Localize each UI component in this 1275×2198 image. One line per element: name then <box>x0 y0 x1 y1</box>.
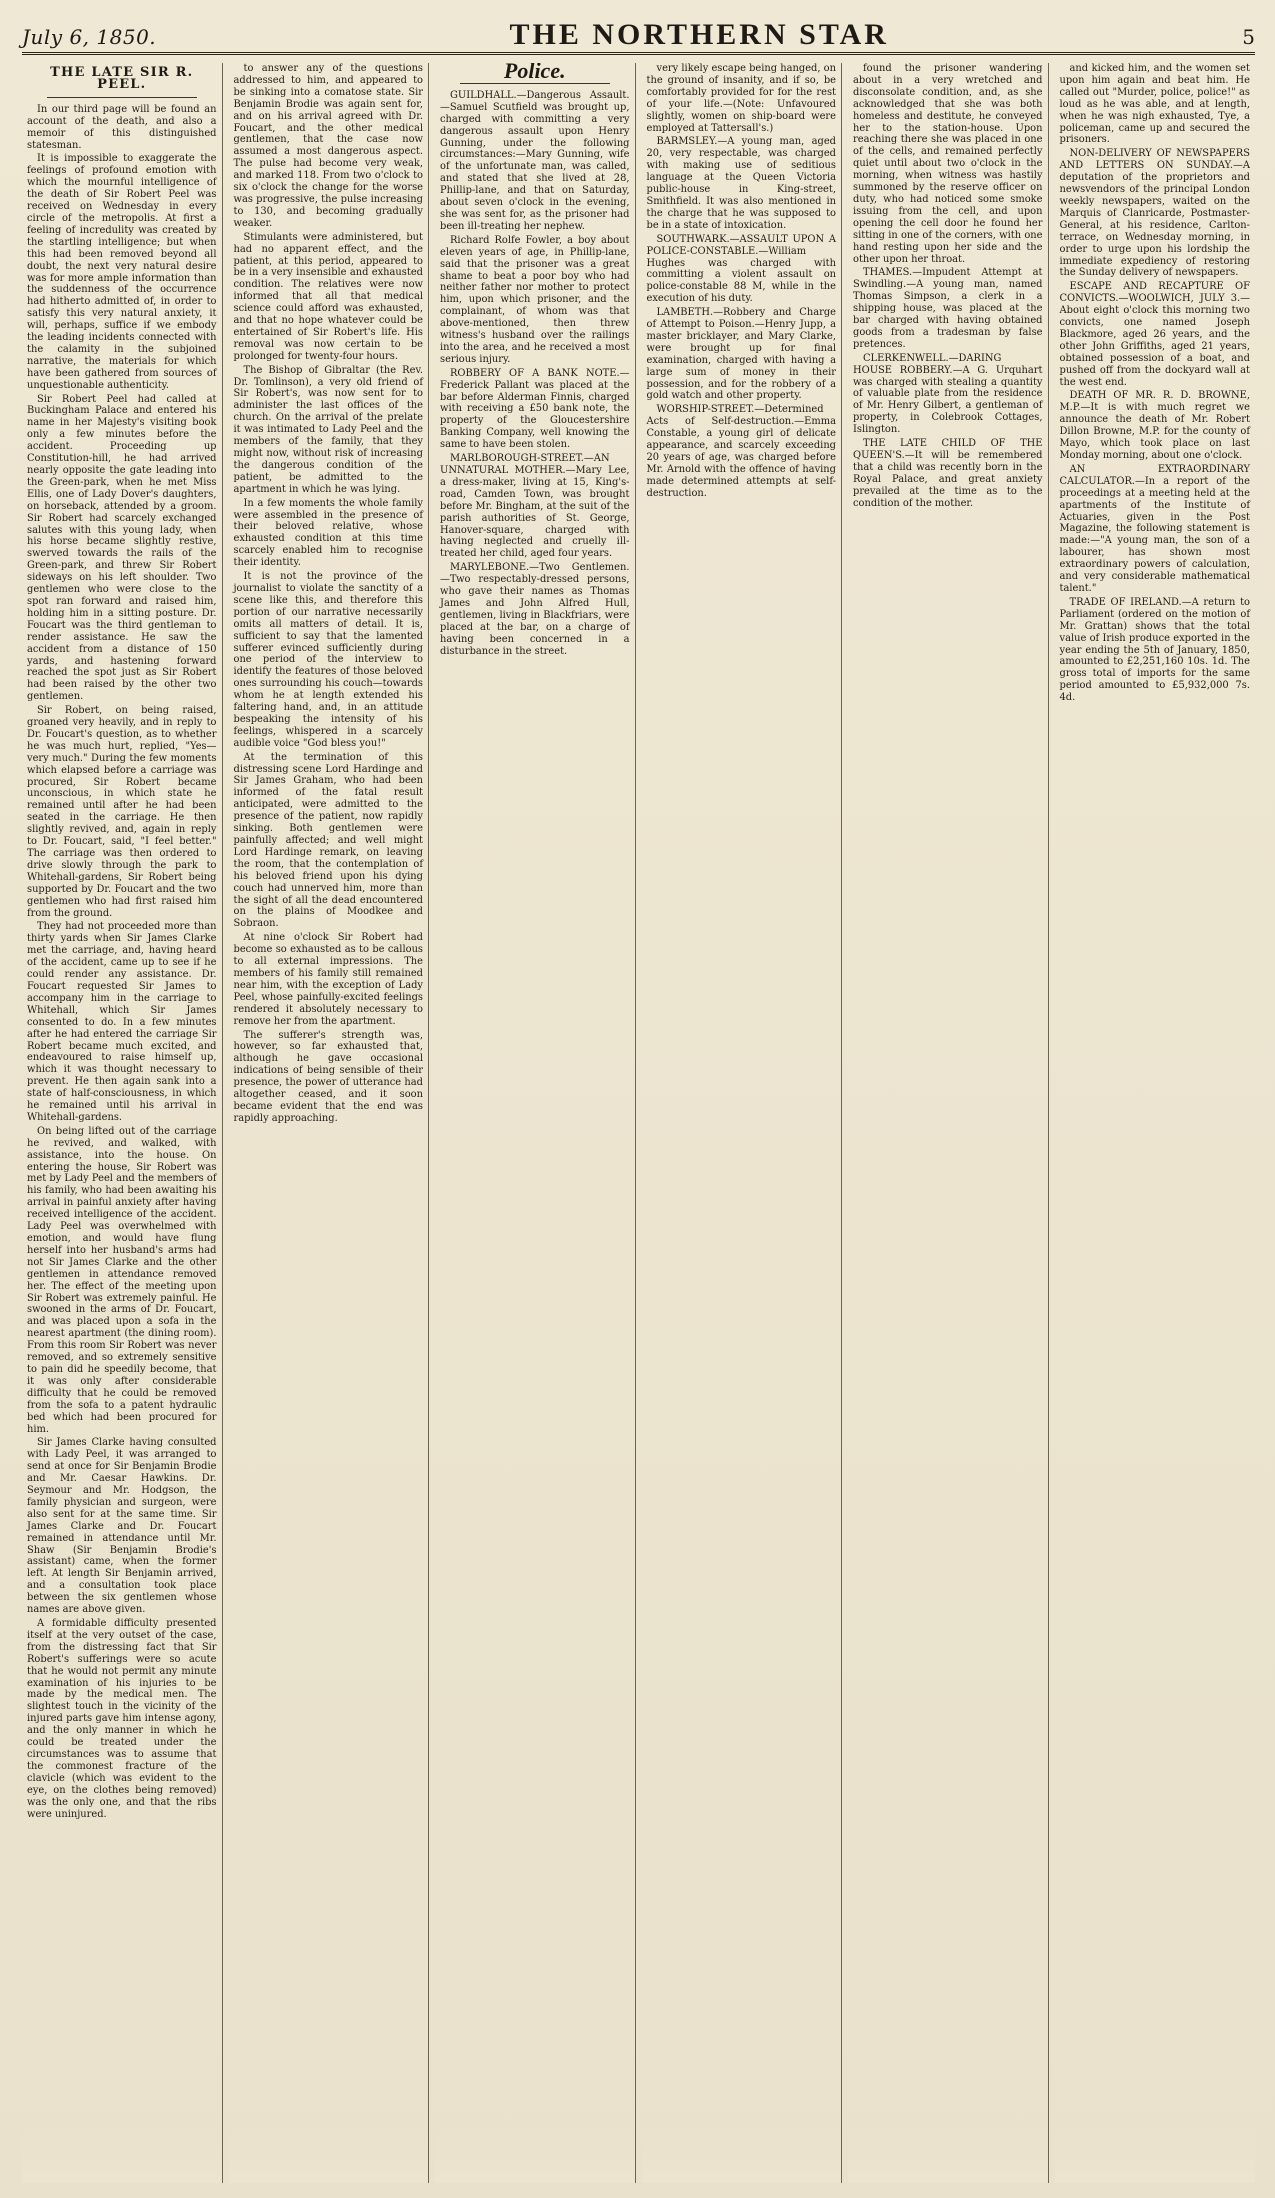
article-paragraph: to answer any of the questions addressed to him, and appeared to be sinking into a comatose state. Sir Benjamin Brodie was again sent for, and on his arrival agreed with Dr. Foucart, and the other medical gentlemen, that the case now assumed a most dangerous aspect. The pulse had become very weak, and marked 118. From two o'clock to six o'clock the change for the worse was progressive, the pulse increasing to 130, and becoming gradually weaker. <box>233 63 423 229</box>
column-5 <box>848 63 1049 2183</box>
article-paragraph: ESCAPE AND RECAPTURE OF CONVICTS.—WOOLWICH, JULY 3.—About eight o'clock this morning two convicts, one named Joseph Blackmore, aged 26 years, and the other John Griffiths, aged 21 years, obtained possession of a boat, and pushed off from the dockyard wall at the west end. <box>1059 281 1250 388</box>
article-paragraph: In a few moments the whole family were assembled in the presence of their beloved relative, whose exhausted condition at this time scarcely enabled him to recognise their identity. <box>233 497 423 569</box>
article-paragraph: SOUTHWARK.—ASSAULT UPON A POLICE-CONSTABLE.—William Hughes was charged with committing a violent assault on police-constable 88 M, while in the execution of his duty. <box>646 233 836 305</box>
article-paragraph: On being lifted out of the carriage he revived, and walked, with assistance, into the house. On entering the house, Sir Robert was met by Lady Peel and the members of his family, who had been awaiting his arrival in painful anxiety after having received intelligence of the accident. Lady Peel was overwhelmed with emotion, and would have flung herself into her husband's arms had not Sir James Clarke and the other gentlemen in attendance removed her. The effect of the meeting upon Sir Robert was extremely painful. He swooned in the arms of Dr. Foucart, and was placed upon a sofa in the nearest apartment (the dining room). From this room Sir Robert was never removed, and so extremely sensitive to pain did he speedily become, that it was only after considerable difficulty that he could be removed from the sofa to a patent hydraulic bed which had been procured for him. <box>27 1125 217 1435</box>
article-paragraph: At nine o'clock Sir Robert had become so exhausted as to be callous to all external impressions. The members of his family still remained near him, with the exception of Lady Peel, whose painfully-excited feelings rendered it absolutely necessary to remove her from the apartment. <box>233 932 423 1027</box>
article-paragraph: Richard Rolfe Fowler, a boy about eleven years of age, in Phillip-lane, said that the prisoner was a great shame to beat a poor boy who had neither father nor mother to protect him, upon which prisoner, and the complainant, of whom was that above-mentioned, then threw witness's husband over the railings into the area, and he received a most serious injury. <box>440 234 630 365</box>
article-paragraph: At the termination of this distressing scene Lord Hardinge and Sir James Graham, who had been informed of the fatal result anticipated, were admitted to the presence of the patient, now rapidly sinking. Both gentlemen were painfully affected; and well might Lord Hardinge remark, on leaving the room, that the contemplation of his beloved friend upon his dying couch had unnerved him, more than the sight of all the dead encountered on the plains of Moodkee and Sobraon. <box>233 751 423 930</box>
article-heading: THE LATE SIR R. PEEL. <box>50 65 194 92</box>
section-heading-police: Police. <box>503 63 566 83</box>
article-paragraph: It is not the province of the journalist to violate the sanctity of a scene like this, and therefore this portion of our narrative necessarily omits all matters of detail. It is, sufficient to say that the lamented sufferer evinced sufficiently during one period of the interview to identify the features of those beloved ones surrounding his couch—towards whom he at length extended his faltering hand, and, in an attitude bespeaking the intensity of his feelings, whispered in a scarcely audible voice "God bless you!" <box>233 571 423 749</box>
article-paragraph: Sir Robert Peel had called at Buckingham Palace and entered his name in her Majesty's visiting book only a few minutes before the accident. Proceeding up Constitution-hill, he had arrived nearly opposite the gate leading into the Green-park, when he met Miss Ellis, one of Lady Dover's daughters, on horseback, attended by a groom. Sir Robert had scarcely exchanged salutes with this young lady, when his horse became slightly restive, swerved towards the rails of the Green-park, and threw Sir Robert sideways on his left shoulder. Two gentlemen who were close to the spot ran forward and raised him, holding him in a sitting posture. Dr. Foucart was the third gentleman to render assistance. He saw the accident from a distance of 150 yards, and hastening forward reached the spot just as Sir Robert had been raised by the other two gentlemen. <box>27 393 217 703</box>
heading-rule <box>460 83 610 84</box>
article-paragraph: BARMSLEY.—A young man, aged 20, very respectable, was charged with making use of seditious language at the Queen Victoria public-house in King-street, Smithfield. It was also mentioned in the charge that he was supposed to be in a state of intoxication. <box>646 136 836 231</box>
issue-date: July 6, 1850. <box>22 25 157 49</box>
article-paragraph: WORSHIP-STREET.—Determined Acts of Self-destruction.—Emma Constable, a young girl of delicate appearance, and scarcely exceeding 20 years of age, was charged before Mr. Arnold with the offence of having made determined attempts at self-destruction. <box>646 404 836 499</box>
article-paragraph: Stimulants were administered, but had no apparent effect, and the patient, at this period, appeared to be in a very insensible and exhausted condition. The relatives were now informed that all that medical science could afford was exhausted, and that no hope whatever could be entertained of Sir Robert's life. His removal was now certain to be prolonged for twenty-four hours. <box>233 231 423 362</box>
page-number: 5 <box>1242 25 1255 49</box>
column-4 <box>642 63 843 2183</box>
article-paragraph: DEATH OF MR. R. D. BROWNE, M.P.—It is with much regret we announce the death of Mr. Robert Dillon Browne, M.P. for the county of Mayo, which took place on last Monday morning, about one o'clock. <box>1059 390 1250 461</box>
article-paragraph: found the prisoner wandering about in a very wretched and disconsolate condition, and, as she acknowledged that she was both homeless and destitute, he conveyed her to the station-house. Upon reaching there she was placed in one of the cells, and remained perfectly quiet until about two o'clock in the morning, when witness was hastily summoned by the reserve officer on duty, who had noticed some smoke issuing from the cell, and upon opening the cell door he found her sitting in one of the corners, with one hand resting upon her side and the other upon her throat. <box>853 63 1043 265</box>
article-paragraph: NON-DELIVERY OF NEWSPAPERS AND LETTERS ON SUNDAY.—A deputation of the proprietors and newsvendors of the principal London weekly newspapers, waited on the Marquis of Clanricarde, Postmaster-General, at his residence, Carlton-terrace, on Wednesday morning, in order to urge upon his lordship the immediate expediency of restoring the Sunday delivery of newspapers. <box>1059 148 1250 279</box>
article-paragraph: GUILDHALL.—Dangerous Assault.—Samuel Scutfield was brought up, charged with committing a very dangerous assault upon Henry Gunning, under the following circumstances:—Mary Gunning, wife of the unfortunate man, was called, and stated that she lived at 28, Phillip-lane, and that on Saturday, about seven o'clock in the evening, she was sent for, as the prisoner had been ill-treating her nephew. <box>440 89 630 232</box>
column-fade <box>1055 2133 1256 2183</box>
article-paragraph: very likely escape being hanged, on the ground of insanity, and if so, be comfortably provided for for the rest of your life.—(Note: Unfavoured slightly, women on ship-board were employed at Tattersall's.) <box>646 63 836 134</box>
article-paragraph: They had not proceeded more than thirty yards when Sir James Clarke met the carriage, and, having heard of the accident, came up to see if he could render any assistance. Dr. Foucart requested Sir James to accompany him in the carriage to Whitehall, which Sir James consented to do. In a few minutes after he had entered the carriage Sir Robert became much excited, and endeavoured to raise himself up, which it was thought necessary to prevent. He then again sank into a state of half-consciousness, in which he remained until his arrival in Whitehall-gardens. <box>27 921 217 1123</box>
column-1 <box>22 63 223 2183</box>
column-fade <box>642 2133 842 2183</box>
article-paragraph: CLERKENWELL.—DARING HOUSE ROBBERY.—A G. Urquhart was charged with stealing a quantity of valuable plate from the residence of Mr. Henry Gilbert, a gentleman of property, in Colebrook Cottages, Islington. <box>853 352 1043 436</box>
column-3 <box>435 63 636 2183</box>
article-paragraph: The Bishop of Gibraltar (the Rev. Dr. Tomlinson), a very old friend of Sir Robert's, was now sent for to administer the last offices of the church. On the arrival of the prelate it was intimated to Lady Peel and the members of the family, that they might now, without risk of increasing the dangerous condition of the patient, be admitted to the apartment in which he was lying. <box>233 364 423 495</box>
column-6 <box>1055 63 1256 2183</box>
article-paragraph: THE LATE CHILD OF THE QUEEN'S.—It will be remembered that a child was recently born in the Royal Palace, and great anxiety prevailed at the time as to the condition of the mother. <box>853 438 1043 509</box>
article-paragraph: ROBBERY OF A BANK NOTE.—Frederick Pallant was placed at the bar before Alderman Finnis, charged with receiving a £50 bank note, the property of the Gloucestershire Banking Company, well knowing the same to have been stolen. <box>440 367 630 451</box>
heading-rule <box>47 97 197 98</box>
column-fade <box>435 2133 635 2183</box>
article-paragraph: It is impossible to exaggerate the feelings of profound emotion with which the mournful intelligence of the death of Sir Robert Peel was received on Wednesday in every circle of the metropolis. At first a feeling of incredulity was created by the startling intelligence; but when this had been removed beyond all doubt, the next very natural desire was for more ample information than the suddenness of the occurrence had hitherto admitted of, in order to satisfy this very natural anxiety, it will, perhaps, suffice if we embody the leading incidents connected with the calamity in the subjoined narrative, the materials for which have been gathered from sources of unquestionable authenticity. <box>27 153 217 391</box>
article-paragraph: AN EXTRAORDINARY CALCULATOR.—In a report of the proceedings at a meeting held at the apartments of the Institute of Actuaries, given in the Post Magazine, the following statement is made:—"A young man, the son of a labourer, has shown most extraordinary powers of calculation, and very considerable mathematical talent." <box>1059 463 1250 594</box>
article-paragraph: Sir Robert, on being raised, groaned very heavily, and in reply to Dr. Foucart's question, as to whether he was much hurt, replied, "Yes—very much." During the few moments which elapsed before a carriage was procured, Sir Robert became unconscious, in which state he remained until after he had been seated in the carriage. He then slightly revived, and, again in reply to Dr. Foucart, said, "I feel better." The carriage was then ordered to drive slowly through the park to Whitehall-gardens, Sir Robert being supported by Dr. Foucart and the two gentlemen who had first raised him from the ground. <box>27 705 217 919</box>
column-fade <box>22 2133 222 2183</box>
article-paragraph: Sir James Clarke having consulted with Lady Peel, it was arranged to send at once for Sir Benjamin Brodie and Mr. Caesar Hawkins. Dr. Seymour and Mr. Hodgson, the family physician and surgeon, were also sent for at the same time. Sir James Clarke and Dr. Foucart remained in attendance until Mr. Shaw (Sir Benjamin Brodie's assistant) came, when the former left. At length Sir Benjamin arrived, and a consultation took place between the six gentlemen whose names are above given. <box>27 1437 217 1616</box>
article-paragraph: THAMES.—Impudent Attempt at Swindling.—A young man, named Thomas Simpson, a clerk in a shipping house, was placed at the bar charged with having obtained goods from a tradesman by false pretences. <box>853 267 1043 350</box>
article-paragraph: A formidable difficulty presented itself at the very outset of the case, from the distressing fact that Sir Robert's sufferings were so acute that he would not permit any minute examination of his injuries to be made by the medical men. The slightest touch in the vicinity of the injured parts gave him intense agony, and the only manner in which he could be treated under the circumstances was to assume that the commonest fracture of the clavicle (which was evident to the eye, on the clothes being removed) was the only one, and that the ribs were uninjured. <box>27 1618 217 1820</box>
newspaper-title: THE NORTHERN STAR <box>509 18 889 51</box>
article-paragraph: LAMBETH.—Robbery and Charge of Attempt to Poison.—Henry Jupp, a master bricklayer, and Mary Clarke, were brought up for final examination, charged with having a large sum of money in their possession, and for the robbery of a gold watch and other property. <box>646 307 836 402</box>
article-paragraph: and kicked him, and the women set upon him again and beat him. He called out "Murder, police, police!" as loud as he was able, and at length, when he was nigh exhausted, Tye, a policeman, came up and secured the prisoners. <box>1059 63 1250 146</box>
article-paragraph: The sufferer's strength was, however, so far exhausted that, although he gave occasional indications of being sensible of their presence, the power of utterance had altogether ceased, and it soon became evident that the end was rapidly approaching. <box>233 1029 423 1124</box>
masthead <box>22 18 1255 55</box>
column-fade <box>229 2133 429 2183</box>
article-paragraph: In our third page will be found an account of the death, and also a memoir of this distinguished statesman. <box>27 103 217 151</box>
column-2 <box>229 63 430 2183</box>
column-fade <box>848 2133 1048 2183</box>
article-columns <box>22 63 1255 2183</box>
article-paragraph: TRADE OF IRELAND.—A return to Parliament (ordered on the motion of Mr. Grattan) shows that the total value of Irish produce exported in the year ending the 5th of January, 1850, amounted to £2,251,160 10s. 1d. The gross total of imports for the same period amounted to £5,932,000 7s. 4d. <box>1059 596 1250 704</box>
article-paragraph: MARYLEBONE.—Two Gentlemen.—Two respectably-dressed persons, who gave their names as Thomas James and John Alfred Hull, gentlemen, living in Blackfriars, were placed at the bar, on a charge of having been concerned in a disturbance in the street. <box>440 562 630 657</box>
article-paragraph: MARLBOROUGH-STREET.—AN UNNATURAL MOTHER.—Mary Lee, a dress-maker, living at 15, King's-road, Camden Town, was brought before Mr. Bingham, at the suit of the parish authorities of St. George, Hanover-square, charged with having neglected and cruelly ill-treated her child, aged four years. <box>440 453 630 560</box>
